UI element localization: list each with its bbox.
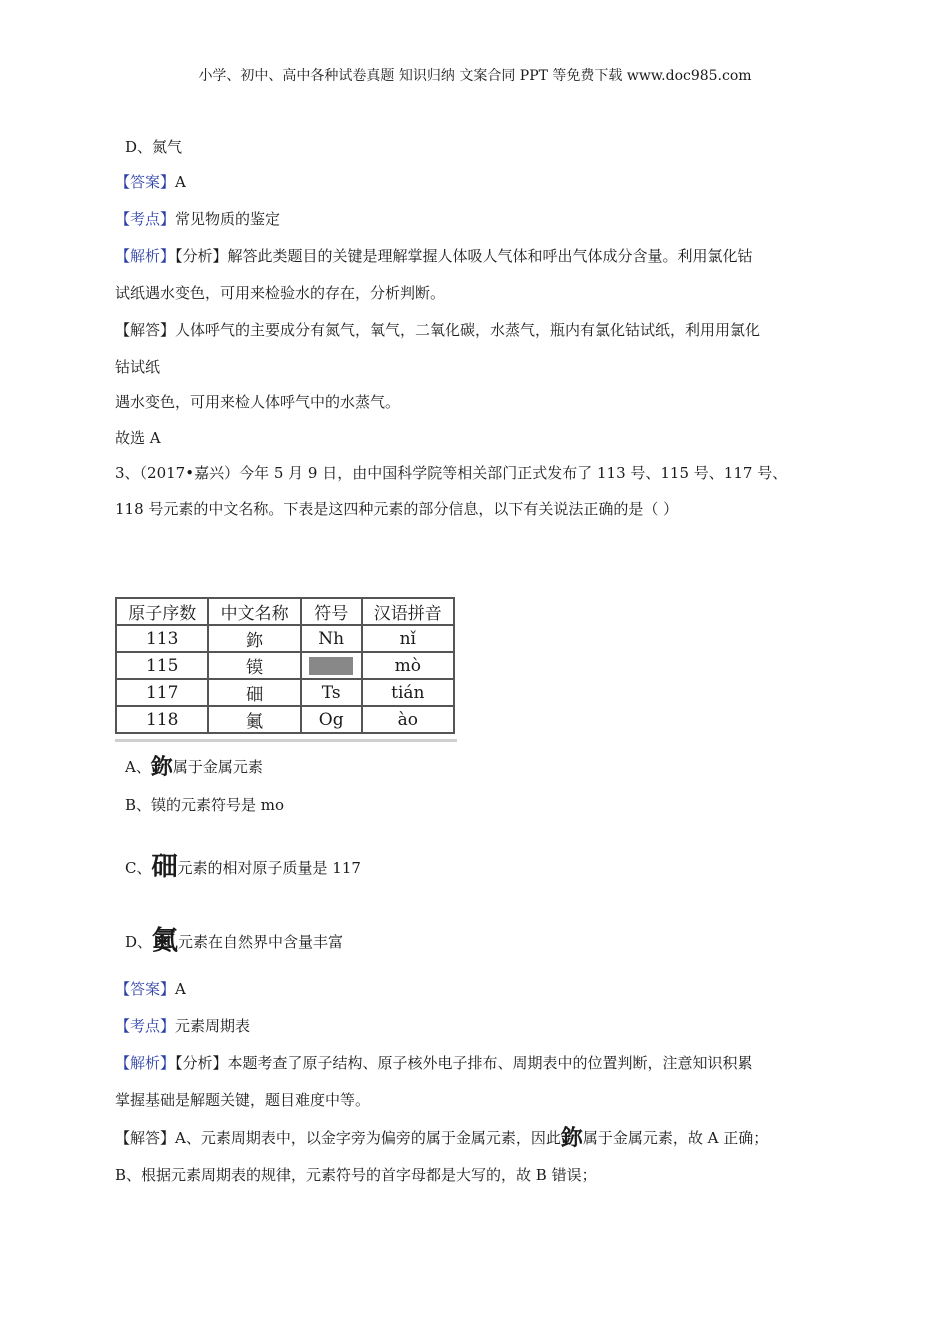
q3-stem-line-1: 3、（2017•嘉兴）今年 5 月 9 日，由中国科学院等相关部门正式发布了 113 号、115 号、117 号、 <box>115 464 788 482</box>
option-text: 属于金属元素 <box>172 758 263 776</box>
q2-solution-line-3: 遇水变色，可用来检人体呼气中的水蒸气。 <box>115 393 401 411</box>
table-header: 符号 <box>301 598 362 625</box>
q3-option-b: B、镆的元素符号是 mo <box>125 796 285 814</box>
option-text: 元素的相对原子质量是 117 <box>177 859 361 877</box>
table-cell: mò <box>362 652 454 679</box>
table-row <box>116 679 454 706</box>
answer-value: A <box>175 980 186 998</box>
q2-option-d: D、氮气 <box>125 138 183 156</box>
table-row <box>116 706 454 733</box>
q3-option-a <box>125 754 263 780</box>
table-cell-masked <box>301 652 362 679</box>
option-prefix: D、 <box>125 933 153 951</box>
table-shadow <box>115 739 457 742</box>
element-char: 鉨 <box>560 1125 583 1151</box>
element-table <box>115 597 455 734</box>
element-char: 鿬 <box>151 852 178 882</box>
q3-solution-line-1 <box>115 1125 769 1151</box>
q3-point <box>115 1016 250 1036</box>
table-header: 汉语拼音 <box>362 598 454 625</box>
q2-analysis-line-1 <box>115 246 753 266</box>
point-tag: 【考点】 <box>115 1017 176 1035</box>
q3-analysis-line-1 <box>115 1053 753 1073</box>
table-cell: 鿫 <box>208 706 300 733</box>
analysis-text: 【分析】解答此类题目的关键是理解掌握人体吸人气体和呼出气体成分含量。利用氯化钴 <box>175 247 753 265</box>
solution-text: 属于金属元素，故 A 正确； <box>582 1129 769 1147</box>
point-value: 常见物质的鉴定 <box>175 210 281 228</box>
table-header: 中文名称 <box>208 598 300 625</box>
option-prefix: A、 <box>125 758 151 776</box>
table-row <box>116 652 454 679</box>
q2-solution-line-1: 【解答】人体呼气的主要成分有氮气，氧气，二氧化碳，水蒸气，瓶内有氯化钴试纸，利用用氯化 <box>115 321 761 339</box>
option-prefix: C、 <box>125 859 152 877</box>
analysis-tag: 【解析】 <box>115 247 176 265</box>
option-text: 元素在自然界中含量丰富 <box>178 933 344 951</box>
table-header: 原子序数 <box>116 598 208 625</box>
answer-tag: 【答案】 <box>115 980 176 998</box>
table-cell: 115 <box>116 652 208 679</box>
q3-solution-line-2: B、根据元素周期表的规律，元素符号的首字母都是大写的，故 B 错误； <box>115 1166 597 1184</box>
q2-point <box>115 209 280 229</box>
table-cell: tián <box>362 679 454 706</box>
table-cell: 117 <box>116 679 208 706</box>
table-header-row <box>116 598 454 625</box>
table-cell: 118 <box>116 706 208 733</box>
table-cell: 鉨 <box>208 625 300 652</box>
solution-tag: 【解答】 <box>115 1129 176 1147</box>
table-cell: 113 <box>116 625 208 652</box>
answer-tag: 【答案】 <box>115 173 176 191</box>
q3-analysis-line-2: 掌握基础是解题关键，题目难度中等。 <box>115 1091 371 1109</box>
q3-option-d <box>125 926 344 956</box>
q2-answer <box>115 172 186 192</box>
answer-value: A <box>175 173 186 191</box>
q3-option-c <box>125 852 361 882</box>
q3-stem-line-2: 118 号元素的中文名称。下表是这四种元素的部分信息，以下有关说法正确的是（ ） <box>115 500 679 518</box>
table-row <box>116 625 454 652</box>
table-cell: nǐ <box>362 625 454 652</box>
table-cell: 鿬 <box>208 679 300 706</box>
table-cell: Og <box>301 706 362 733</box>
q3-answer <box>115 979 186 999</box>
masked-symbol-block <box>309 657 353 675</box>
page-header: 小学、初中、高中各种试卷真题 知识归纳 文案合同 PPT 等免费下载 www.doc985.com <box>198 68 752 84</box>
point-tag: 【考点】 <box>115 210 176 228</box>
table-cell: Ts <box>301 679 362 706</box>
q2-analysis-line-2: 试纸遇水变色，可用来检验水的存在，分析判断。 <box>115 284 446 302</box>
analysis-text: 【分析】本题考查了原子结构、原子核外电子排布、周期表中的位置判断，注意知识积累 <box>175 1054 753 1072</box>
q2-choose: 故选 A <box>115 429 161 447</box>
table-cell: Nh <box>301 625 362 652</box>
solution-text: A、元素周期表中，以金字旁为偏旁的属于金属元素，因此 <box>175 1129 561 1147</box>
analysis-tag: 【解析】 <box>115 1054 176 1072</box>
element-char: 鉨 <box>150 754 173 780</box>
point-value: 元素周期表 <box>175 1017 251 1035</box>
table-cell: 镆 <box>208 652 300 679</box>
table-cell: ào <box>362 706 454 733</box>
element-char: 鿫 <box>152 926 179 956</box>
q2-solution-line-2: 钴试纸 <box>115 358 161 376</box>
